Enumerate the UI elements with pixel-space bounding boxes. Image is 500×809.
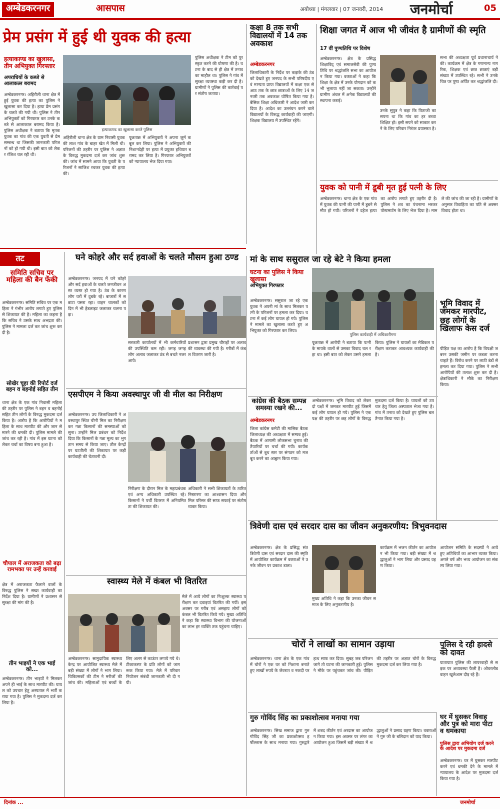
lead-body-col2: अहिरौली थाना क्षेत्र के ग्राम निवासी युवक की लाश गांव के बाहर खेत में मिली थी। परिजनों की तहरीर पर पुलिस ने अज्ञात के विरुद्ध मुकदमा दर्ज कर जांच शुरू की। जांच में सामने आया कि युवती के परिजनों ने साजिश रचकर युवक की हत्या की।	[63, 135, 125, 176]
hospital-headline: युवक को पानी में डूबी मृत हुई पत्नी के लिए	[320, 183, 447, 192]
mother-body-col2: पूछताछ में आरोपी ने बताया कि पत्नी के मायके वालों से उसका विवाद चल रहा था। इसी बात को लेकर उसने हमला किया। पुलिस ने घायलों का मेडिकल परीक्षण कराकर आवश्यक कार्यवाही की है।	[312, 340, 434, 357]
police-headline: पुलिस दे रही हादसे को दावत	[440, 640, 493, 657]
sidebar-box2-headline: सोखेर चूहा की रिपोर्ट दर्ज बहन व बहनोई सहित तीन	[6, 381, 58, 393]
students-headline: कक्षा 8 तक सभी विद्यालयों में 14 तक अवकाश	[250, 23, 307, 48]
mother-photo-caption: पुलिस कार्यवाही में अधिकारीगण	[349, 332, 397, 337]
cold-photo	[128, 276, 246, 338]
officer-body-col3: अधिकारी ने सभी शिकायतों के त्वरित निस्तारण का आश्वासन दिया और मिल परिसर की साफ सफाई पर संतोष व्यक्त किया।	[188, 486, 246, 509]
officer-headline: एसपीएम ने किया अवस्थापुर जी वी मील का निरीक्षण	[68, 390, 223, 399]
cold-headline: घने कोहरे और सर्द हवाओं के चलते मौसम हुआ ठण्ड	[75, 253, 239, 263]
lead-body-col3: पूछताछ में अभियुक्तों ने अपना जुर्म कबूल कर लिया। पुलिस ने अभियुक्तों की निशानदेही पर हत्या में प्रयुक्त हथियार बरामद कर लिया है। गिरफ्तार अभियुक्तों को न्यायालय भेज दिया गया।	[129, 135, 191, 164]
sidebar-box4-headline: तीन भाइयों ने एक भाई को...	[8, 661, 56, 673]
govind-body: अम्बेडकरनगर। सिख समाज द्वारा गुरु गोविंद सिंह जी का प्रकाशोत्सव हर्षोल्लास के साथ मनाया गया। गुरुद्वारे में शबद कीर्तन एवं अरदास का आयोजन किया गया। इस अवसर पर लंगर का आयोजन हुआ जिसमें बड़ी संख्या में श्रद्धालुओं ने प्रसाद ग्रहण किया। वक्ताओं ने गुरु जी के बलिदान को याद किया।	[250, 728, 436, 745]
tribute-photo	[312, 545, 376, 593]
tribute-body-col4: आयोजन समिति के सदस्यों ने आये हुए अतिथियों का आभार व्यक्त किया। अगले वर्ष और भव्य आयोजन का संकल्प लिया गया।	[440, 545, 498, 568]
mother-headline: मां के साथ ससुराल जा रहे बेटे ने किया हमला	[250, 255, 391, 265]
lead-body-col4: पुलिस अधीक्षक ने टीम को पुरस्कृत करने की घोषणा की है। घटना के बाद से ही क्षेत्र में तनाव का माहौल था। पुलिस ने गांव में सुरक्षा व्यवस्था कड़ी कर दी है। ग्रामीणों ने पुलिस की कार्रवाई पर संतोष जताया।	[195, 55, 243, 96]
govind-headline: गुरु गोविंद सिंह का प्रकाशोत्सव मनाया गया	[250, 714, 360, 722]
house-headline: घर में घुसकर विवाह और पुत्र को मारा पीटा व धमकाया	[440, 713, 493, 735]
sidebar-headline: समिति सचिव पर महिला की बैन फेंकी	[6, 269, 58, 285]
congress-kicker: अम्बेडकरनगर	[250, 418, 275, 424]
brand-logo: जनमोर्चा	[410, 2, 453, 18]
police-body: यातायात पुलिस की लापरवाही से सड़क पर अव्यवस्था फैली है। ओवरलोड वाहन खुलेआम दौड़ रहे हैं।	[440, 660, 498, 677]
page-number: 05	[484, 4, 497, 14]
education-body-col2: उनके सुपुत्र ने कहा कि पिताजी का सपना था कि गांव का हर बच्चा शिक्षित हो। इसी सपने को साकार करने के लिए परिवार निरंतर प्रयासरत है।	[380, 108, 436, 131]
lead-headline: प्रेम प्रसंग में हुई थी युवक की हत्या	[3, 28, 191, 46]
students-kicker: अम्बेडकरनगर	[250, 62, 275, 68]
footer-right: जनमोर्चा	[460, 800, 476, 806]
education-sub: 17 वीं पुण्यतिथि पर विशेष	[320, 46, 370, 52]
sidebar-body-2: थाना क्षेत्र के एक गांव निवासी महिला की तहरीर पर पुलिस ने बहन व बहनोई सहित तीन लोगों के विरुद्ध मुकदमा दर्ज किया है। आरोप है कि आरोपियों ने महिला के साथ मारपीट की और जान से मारने की धमकी दी। पुलिस मामले की जांच कर रही है। गांव में इस घटना को लेकर चर्चा का विषय बना हुआ है।	[2, 400, 62, 447]
students-body: जिलाधिकारी के निर्देश पर कड़ाके की ठंड को देखते हुए जनपद के सभी परिषदीय एवं मान्यता प्राप्त विद्यालयों में कक्षा एक से आठ तक के छात्र छात्राओं के लिए 14 जनवरी तक अवकाश घोषित किया गया है। बेसिक शिक्षा अधिकारी ने आदेश जारी कर दिया है। आदेश का उल्लंघन करने वाले विद्यालयों के विरुद्ध कार्यवाही की जाएगी। शिक्षक विद्यालय में उपस्थित रहेंगे।	[250, 70, 314, 123]
mother-photo	[312, 268, 434, 330]
dateline: अयोध्या | मंगलवार | 07 जनवरी, 2014	[300, 7, 384, 13]
health-photo	[68, 594, 180, 652]
theft-headline: चोरों ने लाखों का सामान उड़ाया	[291, 640, 395, 650]
sidebar-tag: तट	[0, 252, 40, 266]
congress-body: जिला कांग्रेस कमेटी की मासिक बैठक जिलाध्यक्ष की अध्यक्षता में सम्पन्न हुई। बैठक में आगामी लोकसभा चुनाव की तैयारियों पर चर्चा की गयी। कार्यकर्ताओं से बूथ स्तर पर संगठन को मजबूत करने का आह्वान किया गया।	[250, 426, 308, 461]
hospital-body: अम्बेडकरनगर। थाना क्षेत्र के एक गांव में युवक की पत्नी की पानी में डूबने से मौत हो गयी। परिजनों ने दहेज हत्या का आरोप लगाते हुए तहरीर दी है। पुलिस ने शव का पंचनामा भरकर पोस्टमार्टम के लिए भेज दिया है। मामले की जांच की जा रही है। ग्रामीणों के अनुसार विवाहिता का पति से अक्सर विवाद होता था।	[320, 196, 498, 213]
sidebar-body-1: अम्बेडकरनगर। समिति सचिव पर एक महिला ने गंभीर आरोप लगाते हुए पुलिस से शिकायत की है। महिला का कहना है कि सचिव ने उसके साथ अभद्रता की। पुलिस ने मामला दर्ज कर जांच शुरू कर दी है।	[2, 300, 62, 335]
mother-bullet-1: घटना का पुलिस ने किया खुलासा	[250, 269, 304, 283]
section-tag: अम्बेडकरनगर	[2, 2, 54, 17]
education-body-col3: सभा की अध्यक्षता पूर्व प्रधानाचार्य ने की। कार्यक्रम में क्षेत्र के गणमान्य नागरिक, शिक्षक एवं छात्र छात्राएं बड़ी संख्या में उपस्थित रहे। सभी ने उनके चित्र पर पुष्प अर्पित कर श्रद्धांजलि दी।	[440, 55, 498, 84]
sidebar-box3-headline: चौपाल में अराजकता को बढ़ा रामभक्त पर उन्हें करवाई	[2, 561, 62, 573]
education-photo	[380, 55, 436, 105]
education-headline: शिक्षा जगत में आज भी जीवंत है ग्रामीणों की स्मृति	[320, 26, 486, 36]
house-bullet-1: पुलिस द्वारा अभियोग दर्ज करने के आदेश पर मुकदमा दर्ज	[440, 742, 494, 753]
masthead	[0, 0, 500, 20]
subsection-tag: आसपास	[96, 4, 125, 14]
lead-bullet-2: अपराधियों के कब्जे से आलाकत्ल बरामद	[4, 75, 45, 87]
house-body: अम्बेडकरनगर। घर में घुसकर मारपीट करने एवं धमकी देने के मामले में न्यायालय के आदेश पर मुकदमा दर्ज किया गया है।	[440, 758, 498, 781]
lead-bullet-1: हत्याकाण्ड का खुलासा, तीन अभियुक्त गिरफ्तार	[4, 56, 56, 70]
officer-body-col2: निरीक्षण के दौरान मिल के महाप्रबंधक एवं अन्य अधिकारी उपस्थित रहे। किसानों ने पर्ची वितरण में अनियमितता की शिकायत की।	[128, 486, 186, 509]
health-body-col2: मेले में आये लोगों का निःशुल्क स्वास्थ्य परीक्षण कर दवाइयां वितरित की गयीं। इस अवसर पर गरीब एवं असहाय लोगों को कंबल भी वितरित किये गये। मुख्य अतिथि ने कहा कि स्वास्थ्य विभाग की योजनाओं का लाभ हर व्यक्ति तक पहुंचना चाहिए।	[182, 594, 246, 629]
tribute-body-col3: कार्यक्रम में भजन कीर्तन का आयोजन भी किया गया। बड़ी संख्या में श्रद्धालुओं ने भाग लिया और प्रसाद ग्रहण किया।	[380, 545, 436, 568]
lead-photo-caption: हत्याकाण्ड का खुलासा करते पुलिस	[101, 127, 153, 132]
health-body-col1: अम्बेडकरनगर। सामुदायिक स्वास्थ्य केन्द्र पर आयोजित स्वास्थ्य मेले में बड़ी संख्या में लोगों ने भाग लिया। चिकित्सकों की टीम ने मरीजों की जांच की। महिलाओं एवं बच्चों के लिए अलग से काउंटर लगाये गये थे। टीकाकरण के प्रति लोगों को जागरूक किया गया। मेले में परिवार नियोजन संबंधी जानकारी भी दी गयी।	[68, 656, 180, 685]
cold-body-col1: अम्बेडकरनगर। जनपद में घने कोहरे और सर्द हवाओं के चलते जनजीवन अस्त व्यस्त हो गया है। ठंड के कारण लोग घरों में दुबके रहे। बाजारों में सन्नाटा पसरा रहा। वाहन चालकों को दिन में भी हेडलाइट जलाकर चलना पड़ा।	[68, 276, 126, 317]
sidebar-body-3: क्षेत्र में अराजकता फैलाने वालों के विरुद्ध पुलिस ने सख्त कार्यवाही का निर्देश दिया है। ग्रामीणों ने प्रशासन से सुरक्षा की मांग की है।	[2, 582, 62, 605]
mother-bullet-2: अभियुक्त गिरफ्तार	[250, 283, 284, 289]
footer-left: दिनांक ...	[4, 800, 24, 806]
land-headline: भूमि विवाद में जमकर मारपीट, छह लोगों के खिलाफ केस दर्ज	[440, 299, 490, 334]
officer-body-col1: अम्बेडकरनगर। उप जिलाधिकारी ने अवस्थापुर स्थित चीनी मिल का निरीक्षण कर गन्ना किसानों की समस्याओं को सुना। उन्होंने मिल प्रबंधन को निर्देश दिया कि किसानों के गन्ना मूल्य का भुगतान समय से किया जाए। तौल केन्द्रों पर घटतौली की शिकायत पर कड़ी कार्यवाही की चेतावनी दी।	[68, 412, 126, 459]
tribute-body-col2: मुख्य अतिथि ने कहा कि उनका जीवन समाज के लिए अनुकरणीय है।	[312, 596, 376, 607]
education-body-col1: अम्बेडकरनगर। क्षेत्र के प्रसिद्ध शिक्षाविद् एवं समाजसेवी की पुण्यतिथि पर श्रद्धांजलि सभा का आयोजन किया गया। वक्ताओं ने कहा कि शिक्षा के क्षेत्र में उनके योगदान को कभी भुलाया नहीं जा सकता। उन्होंने ग्रामीण अंचल में अनेक विद्यालयों की स्थापना कराई।	[320, 56, 376, 103]
mother-body-col1: अम्बेडकरनगर। ससुराल जा रहे एक युवक ने अपनी मां के साथ मिलकर पत्नी के परिजनों पर हमला कर दिया। घटना में कई लोग घायल हो गये। पुलिस ने मामले का खुलासा करते हुए अभियुक्त को गिरफ्तार कर लिया।	[250, 298, 308, 333]
lead-photo	[63, 55, 191, 125]
lead-body-col1: अम्बेडकरनगर। अहिरौली थाना क्षेत्र में हुई युवक की हत्या का पुलिस ने खुलासा कर दिया है। हत्या प्रेम प्रसंग के चलते की गयी थी। पुलिस ने तीन अभियुक्तों को गिरफ्तार कर उनके कब्जे से आलाकत्ल बरामद किया है। पुलिस अधीक्षक ने बताया कि मृतक युवक का गांव की एक युवती से प्रेम सम्बन्ध था जिसकी जानकारी परिजनों को हो गयी थी। इसी बात को लेकर रंजिश चल रही थी।	[4, 92, 60, 157]
cold-body-col2: सरकारी कार्यालयों में भी कर्मचारियों की उपस्थिति कम रही। जगह जगह लोग अलाव जलाकर ठंड से बचते नजर आये।	[128, 340, 186, 363]
land-body-2: पीड़ित पक्ष का आरोप है कि विपक्षी जबरन उसकी जमीन पर कब्जा करना चाहते हैं। विरोध करने पर लाठी डंडों से हमला कर दिया गया। पुलिस ने सभी आरोपियों की तलाश शुरू कर दी है। क्षेत्राधिकारी ने मौके का निरीक्षण किया।	[440, 346, 498, 387]
land-body: अम्बेडकरनगर। भूमि विवाद को लेकर दो पक्षों में जमकर मारपीट हुई जिसमें कई लोग घायल हो गये। पुलिस ने एक पक्ष की तहरीर पर छह लोगों के विरुद्ध मुकदमा दर्ज किया है। घायलों को उपचार हेतु जिला अस्पताल भेजा गया है। गांव में तनाव को देखते हुए पुलिस बल तैनात किया गया है।	[312, 398, 434, 421]
footer	[0, 797, 500, 809]
health-headline: स्वास्थ्य मेले में कंबल भी वितरित	[107, 577, 207, 587]
sidebar-body-4: अम्बेडकरनगर। तीन भाइयों ने मिलकर अपने ही भाई के साथ मारपीट की। घायल को उपचार हेतु अस्पताल में भर्ती कराया गया है। पुलिस ने मुकदमा दर्ज कर लिया है।	[2, 676, 62, 705]
tribute-headline: त्रिवेणी दास एवं सरदार दास का जीवन अनुकरणीय: त्रिभुवनदास	[250, 522, 447, 532]
congress-headline: कांग्रेस की बैठक सम्पन्न समस्या रखने की...	[251, 397, 307, 412]
theft-body: अम्बेडकरनगर। थाना क्षेत्र के एक गांव में चोरों ने एक घर को निशाना बनाते हुए लाखों रुपये के जेवरात व नकदी पर हाथ साफ कर दिया। सुबह जब परिजन जागे तो घटना की जानकारी हुई। पुलिस ने मौके पर पहुंचकर जांच की। पीड़ित की तहरीर पर अज्ञात चोरों के विरुद्ध मुकदमा दर्ज कर लिया गया है।	[250, 656, 436, 673]
cold-body-col3: प्रशासन द्वारा प्रमुख चौराहों पर अलाव की व्यवस्था की गयी है। गरीबों में कंबल वितरण जारी है।	[188, 340, 246, 357]
officer-photo	[128, 412, 246, 482]
tribute-body-col1: अम्बेडकरनगर। क्षेत्र के प्रसिद्ध संत त्रिवेणी दास एवं सरदार दास की स्मृति में आयोजित कार्यक्रम में वक्ताओं ने उनके जीवन पर प्रकाश डाला।	[250, 545, 308, 568]
